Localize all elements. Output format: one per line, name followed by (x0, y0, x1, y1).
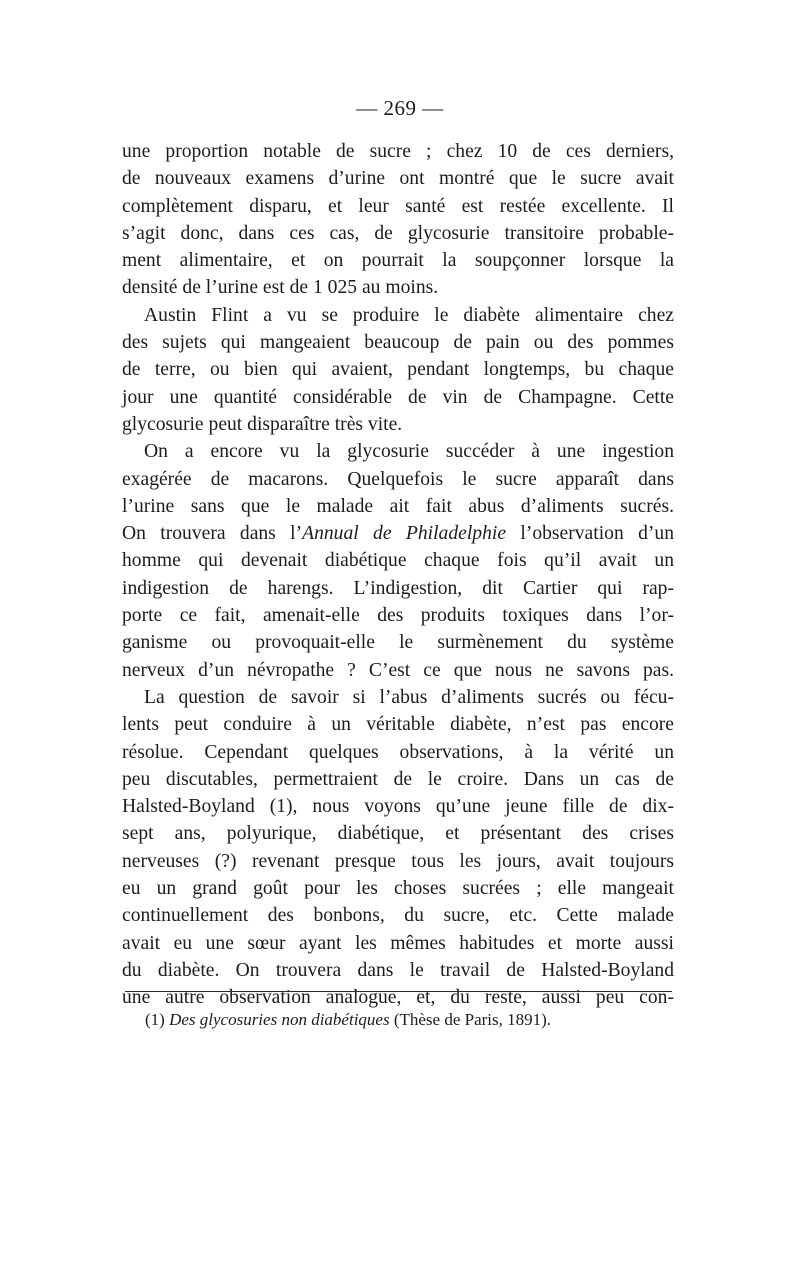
journal-title: Annual de Philadelphie (302, 523, 507, 545)
text-line: ganisme ou provoquait-elle le surmènement du système (122, 632, 674, 654)
footnote (145, 1008, 551, 1032)
text-line: une autre observation analogue, et, du reste, aussi peu con- (122, 987, 674, 1009)
footnote-source: (Thèse de Paris, 1891). (393, 1010, 552, 1029)
text-line: lents peut conduire à un véritable diabète, n’est pas encore (122, 714, 674, 736)
text-line-with-title (122, 520, 674, 547)
text-line: porte ce fait, amenait-elle des produits toxiques dans l’or- (122, 605, 674, 627)
text-line: exagérée de macarons. Quelquefois le sucre apparaît dans (122, 468, 674, 490)
text-fragment: l’observation d’un (506, 523, 674, 545)
text-line: du diabète. On trouvera dans le travail de Halsted-Boyland (122, 959, 674, 981)
footnote-title: Des glycosuries non diabétiques (169, 1010, 390, 1029)
text-line: indigestion de harengs. L’indigestion, dit Cartier qui rap- (122, 577, 674, 599)
text-line: de nouveaux examens d’urine ont montré que le sucre avait (122, 168, 674, 190)
footnote-rule (125, 991, 672, 992)
text-line: eu un grand goût pour les choses sucrées ; elle mangeait (122, 878, 674, 900)
page-number: — 269 — (356, 96, 444, 120)
text-line: s’agit donc, dans ces cas, de glycosurie transitoire probable- (122, 222, 674, 244)
text-line: peu discutables, permettraient de le croire. Dans un cas de (122, 768, 674, 790)
text-line: de terre, ou bien qui avaient, pendant longtemps, bu chaque (122, 359, 674, 381)
text-fragment: On trouvera dans l’ (122, 523, 303, 545)
text-line: une proportion notable de sucre ; chez 10 de ces derniers, (122, 141, 674, 162)
text-line: homme qui devenait diabétique chaque fois qu’il avait un (122, 550, 674, 572)
text-line: l’urine sans que le malade ait fait abus d’aliments sucrés. (122, 495, 674, 517)
text-line: des sujets qui mangeaient beaucoup de pain ou des pommes (122, 332, 674, 354)
text-line: nerveux d’un névropathe ? C’est ce que nous ne savons pas. (122, 659, 674, 681)
text-line: continuellement des bonbons, du sucre, etc. Cette malade (122, 905, 674, 927)
text-line: sept ans, polyurique, diabétique, et présentant des crises (122, 823, 674, 845)
text-line: jour une quantité considérable de vin de Champagne. Cette (122, 386, 674, 408)
text-line: Austin Flint a vu se produire le diabète alimentaire chez (144, 304, 674, 326)
body-text (122, 138, 674, 1012)
text-line: ment alimentaire, et on pourrait la soupçonner lorsque la (122, 250, 674, 272)
text-line: résolue. Cependant quelques observations, à la vérité un (122, 741, 674, 763)
text-line: complètement disparu, et leur santé est restée excellente. Il (122, 195, 674, 217)
text-line: nerveuses (?) revenant presque tous les jours, avait toujours (122, 850, 674, 872)
text-line: densité de l’urine est de 1 025 au moins. (122, 277, 439, 299)
text-line: avait eu une sœur ayant les mêmes habitudes et morte aussi (122, 932, 674, 954)
text-line: Halsted-Boyland (1), nous voyons qu’une jeune fille de dix- (122, 796, 674, 818)
footnote-marker: (1) (145, 1010, 165, 1029)
text-line: La question de savoir si l’abus d’aliments sucrés ou fécu- (144, 686, 674, 708)
text-line: On a encore vu la glycosurie succéder à une ingestion (144, 441, 674, 463)
text-line: glycosurie peut disparaître très vite. (122, 413, 403, 435)
